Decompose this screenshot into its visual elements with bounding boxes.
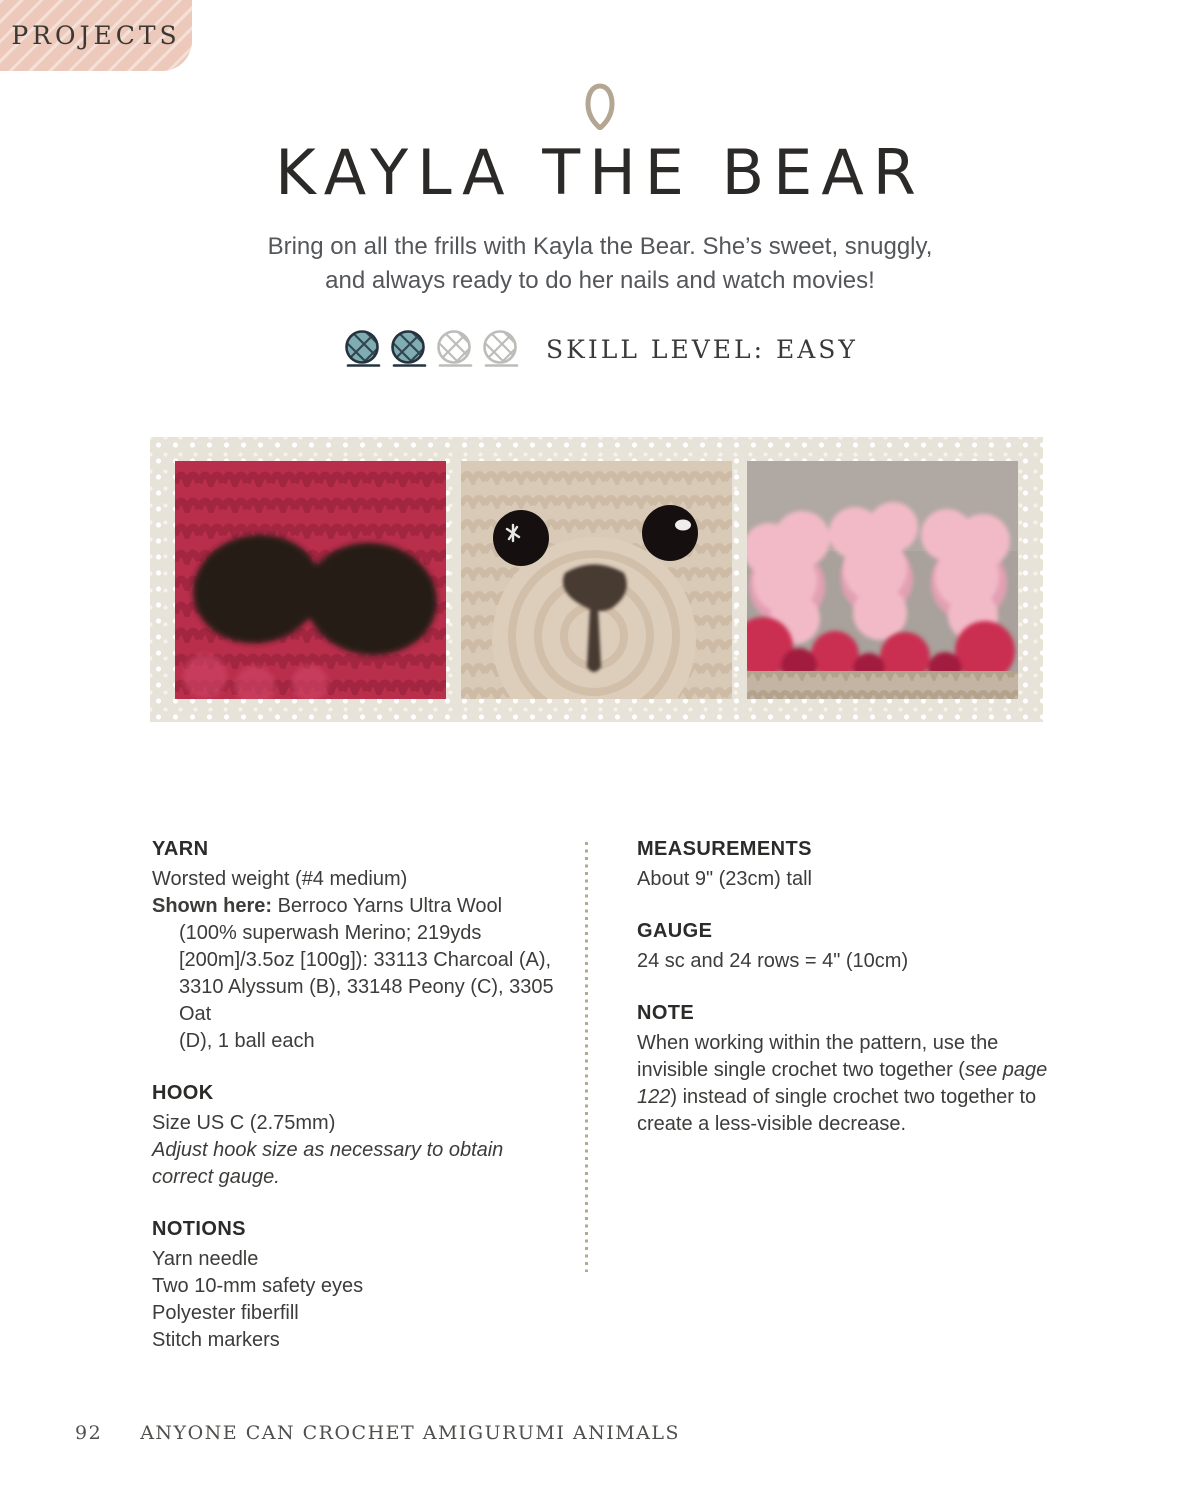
measurements-line: About 9" (23cm) tall (637, 868, 812, 890)
column-divider (585, 842, 588, 1272)
hook-section (152, 1082, 582, 1191)
page-footer (75, 1422, 680, 1444)
page-number: 92 (75, 1422, 103, 1444)
yarn-line (152, 893, 582, 920)
yarn-section (152, 838, 582, 1055)
subtitle-line-1: Bring on all the frills with Kayla the Bear. She’s sweet, snuggly, (267, 233, 933, 260)
note-text: ) instead of single crochet two together to create a less-visible decrease. (637, 1086, 1037, 1135)
notions-item: Yarn needle (152, 1248, 259, 1270)
page-subtitle (0, 230, 1200, 298)
notions-heading: NOTIONS (152, 1218, 246, 1240)
notions-section (152, 1218, 582, 1354)
measurements-section (637, 838, 1052, 893)
projects-tab-label: PROJECTS (11, 21, 181, 50)
yarn-ball-empty-icon (480, 328, 520, 370)
gauge-section (637, 920, 1052, 975)
yarn-line: (100% superwash Merino; 219yds (179, 922, 482, 944)
right-column (637, 838, 1052, 1165)
skill-level-indicator (0, 328, 1200, 370)
frills-detail-photo (747, 461, 1018, 699)
notions-item: Polyester fiberfill (152, 1302, 299, 1324)
measurements-heading: MEASUREMENTS (637, 838, 812, 860)
notions-item: Two 10-mm safety eyes (152, 1275, 364, 1297)
yarn-ball-empty-icon (434, 328, 474, 370)
note-text: When working within the pattern, use the invisible single crochet two together ( (637, 1032, 999, 1081)
note-heading: NOTE (637, 1002, 695, 1024)
shown-here-label: Shown here: (152, 895, 273, 917)
yarn-heading: YARN (152, 838, 209, 860)
hook-heading: HOOK (152, 1082, 214, 1104)
yarn-ball-filled-icon (342, 328, 382, 370)
hook-line: Size US C (2.75mm) (152, 1112, 336, 1134)
skill-level-label: SKILL LEVEL: EASY (546, 334, 858, 364)
gauge-line: 24 sc and 24 rows = 4" (10cm) (637, 950, 909, 972)
bow-detail-photo (175, 461, 446, 699)
projects-tab (0, 0, 192, 71)
hook-note-line: Adjust hook size as necessary to obtain (152, 1139, 504, 1161)
book-title: ANYONE CAN CROCHET AMIGURUMI ANIMALS (140, 1422, 681, 1444)
yarn-line: Worsted weight (#4 medium) (152, 868, 408, 890)
notions-item: Stitch markers (152, 1329, 280, 1351)
yarn-line: 3310 Alyssum (B), 33148 Peony (C), 3305 Oat (179, 976, 554, 1025)
yarn-ball-filled-icon (388, 328, 428, 370)
note-section (637, 1002, 1052, 1138)
page-title: KAYLA THE BEAR (275, 136, 925, 209)
hook-note-line: correct gauge. (152, 1166, 280, 1188)
gauge-heading: GAUGE (637, 920, 713, 942)
note-page-reference: see page 122 (637, 1059, 1048, 1108)
note-paragraph (637, 1030, 1052, 1138)
shown-here-text: Berroco Yarns Ultra Wool (272, 895, 503, 917)
bear-face-photo (461, 461, 732, 699)
photo-strip (150, 437, 1043, 722)
subtitle-line-2: and always ready to do her nails and watch movies! (325, 267, 875, 294)
yarn-line: (D), 1 ball each (179, 1030, 315, 1052)
yarn-petals-icon (543, 78, 657, 130)
yarn-line: [200m]/3.5oz [100g]): 33113 Charcoal (A), (179, 949, 552, 971)
left-column (152, 838, 582, 1381)
